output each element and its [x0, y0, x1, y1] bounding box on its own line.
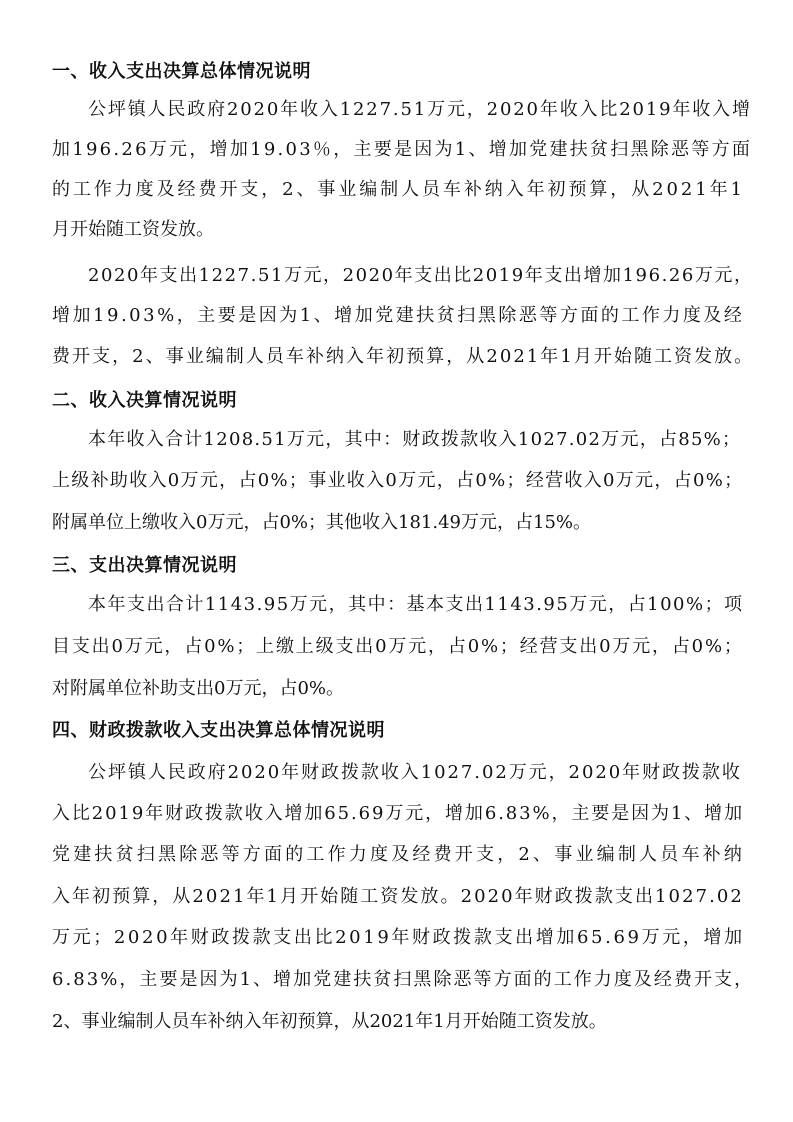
paragraph-line: 上级补助收入0万元，占0%；事业收入0万元，占0%；经营收入0万元，占0%；	[52, 470, 744, 491]
paragraph-line: 附属单位上缴收入0万元，占0%；其他收入181.49万元，占15%。	[52, 512, 591, 533]
paragraph-line: 公坪镇人民政府2020年财政拨款收入1027.02万元，2020年财政拨款收	[88, 762, 742, 783]
paragraph-line: 2、事业编制人员车补纳入年初预算，从2021年1月开始随工资发放。	[52, 1011, 607, 1032]
paragraph-line: 目支出0万元，占0%；上缴上级支出0万元，占0%；经营支出0万元，占0%；	[52, 636, 744, 657]
paragraph-line: 2020年支出1227.51万元，2020年支出比2019年支出增加196.26万元，	[88, 265, 754, 286]
paragraph-line: 万元；2020年财政拨款支出比2019年财政拨款支出增加65.69万元，增加	[52, 927, 745, 948]
section-heading-2: 二、收入决算情况说明	[52, 390, 237, 411]
paragraph-line: 月开始随工资发放。	[52, 219, 214, 240]
paragraph-line: 加196.26万元，增加19.03％，主要是因为1、增加党建扶贫扫黑除恶等方面	[52, 139, 753, 160]
section-heading-1: 一、收入支出决算总体情况说明	[52, 61, 311, 82]
paragraph-line: 的工作力度及经费开支，2、事业编制人员车补纳入年初预算，从2021年1	[52, 179, 745, 200]
paragraph-line: 对附属单位补助支出0万元，占0%。	[52, 678, 345, 699]
paragraph-line: 本年收入合计1208.51万元，其中：财政拨款收入1027.02万元，占85%；	[88, 429, 742, 450]
paragraph-line: 本年支出合计1143.95万元，其中：基本支出1143.95万元，占100%；项	[88, 594, 744, 615]
paragraph-line: 入年初预算，从2021年1月开始随工资发放。2020年财政拨款支出1027.02	[52, 886, 744, 907]
paragraph-line: 党建扶贫扫黑除恶等方面的工作力度及经费开支，2、事业编制人员车补纳	[52, 844, 746, 865]
paragraph-line: 6.83%，主要是因为1、增加党建扶贫扫黑除恶等方面的工作力度及经费开支，	[52, 969, 755, 990]
section-heading-4: 四、财政拨款收入支出决算总体情况说明	[52, 720, 385, 741]
paragraph-line: 增加19.03%，主要是因为1、增加党建扶贫扫黑除恶等方面的工作力度及经	[52, 305, 745, 326]
paragraph-line: 公坪镇人民政府2020年收入1227.51万元，2020年收入比2019年收入增	[88, 99, 752, 120]
paragraph-line: 费开支，2、事业编制人员车补纳入年初预算，从2021年1月开始随工资发放。	[52, 346, 755, 367]
section-heading-3: 三、支出决算情况说明	[52, 555, 237, 576]
paragraph-line: 入比2019年财政拨款收入增加65.69万元，增加6.83%，主要是因为1、增加	[52, 803, 744, 824]
